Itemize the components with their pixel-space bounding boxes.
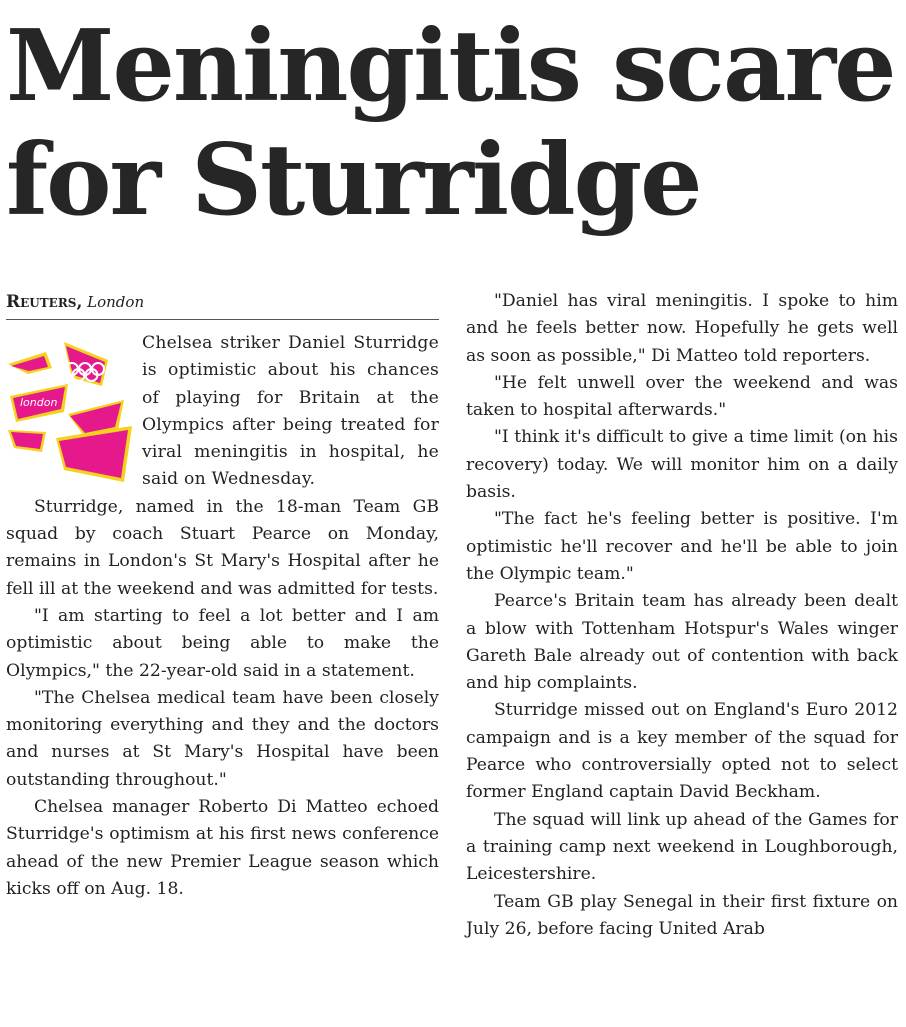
paragraph-9: "The fact he's feeling better is positive. I'm optimistic he'll recover and he'll be able to join the Olympic team." — [466, 509, 898, 584]
article-column-left — [6, 290, 439, 903]
london-2012-olympics-logo — [6, 334, 134, 484]
paragraph-10: Pearce's Britain team has already been dealt a blow with Tottenham Hotspur's Wales winger Gareth Bale already out of contention with back and hip complaints. — [466, 591, 898, 694]
headline: Meningitis scare for Sturridge — [6, 9, 895, 238]
logo-text: london — [20, 396, 58, 409]
paragraph-11: Sturridge missed out on England's Euro 2012 campaign and is a key member of the squad for Pearce who controversially opted not to select former England captain David Beckham. — [466, 700, 898, 803]
byline — [6, 290, 439, 320]
paragraph-6: "Daniel has viral meningitis. I spoke to him and he feels better now. Hopefully he gets well as soon as possible," Di Matteo told reporters. — [466, 291, 898, 366]
byline-city: London — [87, 293, 145, 311]
byline-agency: Reuters, — [6, 292, 83, 312]
paragraph-1: Chelsea striker Daniel Sturridge is optimistic about his chances of playing for Britain at the Olympics after being treated for viral meningitis in hospital, he said on Wednesday. — [142, 333, 439, 490]
paragraph-12: The squad will link up ahead of the Games for a training camp next weekend in Loughborough, Leicestershire. — [466, 809, 898, 885]
article-column-right — [466, 288, 898, 943]
paragraph-13: Team GB play Senegal in their first fixture on July 26, before facing United Arab — [466, 891, 898, 939]
paragraph-4: "The Chelsea medical team have been closely monitoring everything and they and the doctors and nurses at St Mary's Hospital have been outstanding throughout." — [6, 687, 439, 790]
paragraph-7: "He felt unwell over the weekend and was taken to hospital afterwards." — [466, 372, 898, 421]
paragraph-3: "I am starting to feel a lot better and I am optimistic about being able to make the Olympics," the 22-year-old said in a statement. — [6, 605, 439, 681]
paragraph-5: Chelsea manager Roberto Di Matteo echoed Sturridge's optimism at his first news conference ahead of the new Premier League season which kicks off on Aug. 18. — [6, 797, 439, 899]
paragraph-2: Sturridge, named in the 18-man Team GB squad by coach Stuart Pearce on Monday, remains in London's St Mary's Hospital after he fell ill at the weekend and was admitted for tests. — [6, 496, 439, 599]
paragraph-8: "I think it's difficult to give a time limit (on his recovery) today. We will monitor him on a daily basis. — [466, 427, 898, 503]
